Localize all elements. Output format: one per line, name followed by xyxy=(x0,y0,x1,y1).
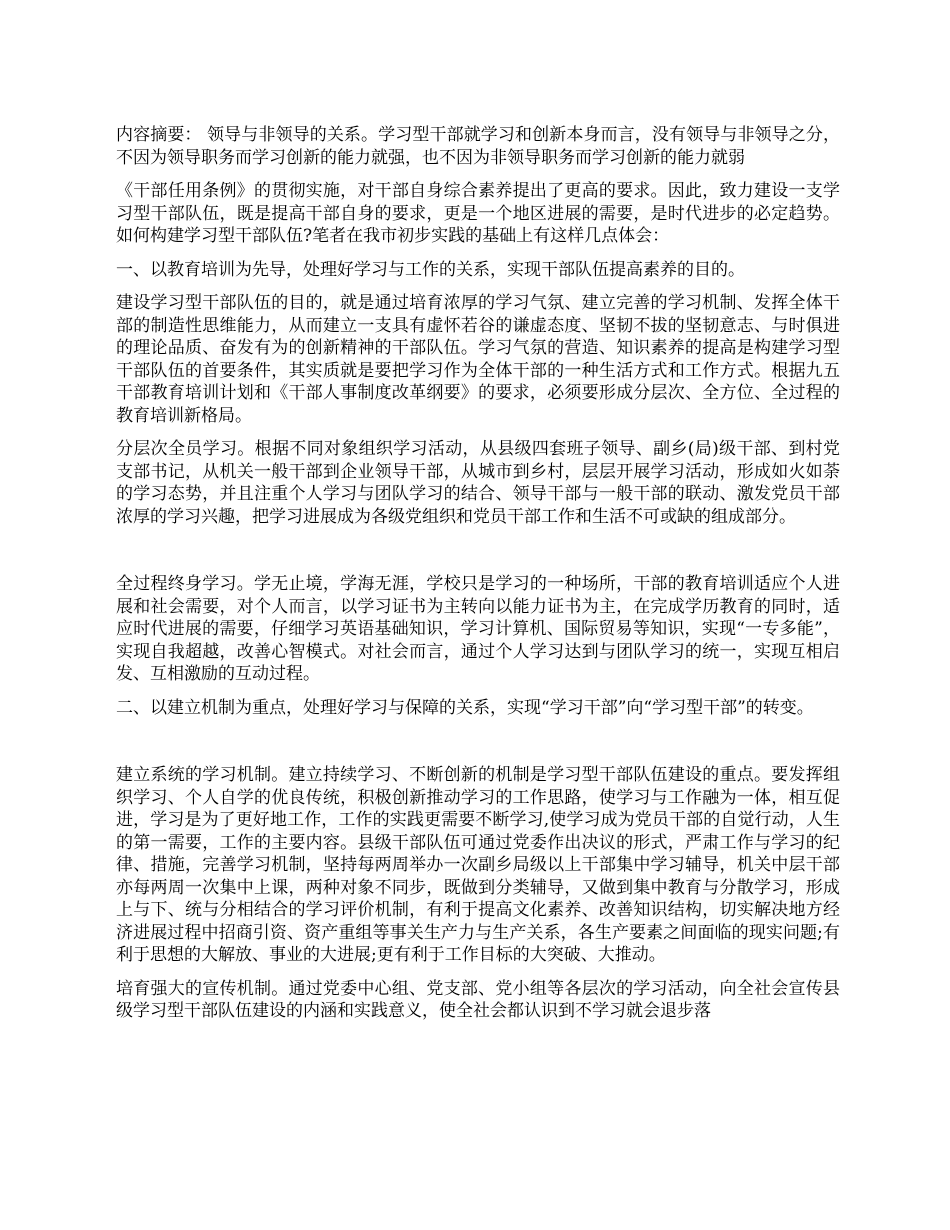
body-paragraph: 培育强大的宣传机制。通过党委中心组、党支部、党小组等各层次的学习活动，向全社会宣传县级学习型干部队伍建设的内涵和实践意义，使全社会都认识到不学习就会退步落 xyxy=(116,978,840,1021)
intro-paragraph: 《干部任用条例》的贯彻实施，对干部自身综合素养提出了更高的要求。因此，致力建设一支学习型干部队伍，既是提高干部自身的要求，更是一个地区进展的需要，是时代进步的必定趋势。如何构建学习型干部队伍?笔者在我市初步实践的基础上有这样几点体会： xyxy=(116,181,840,246)
body-paragraph: 全过程终身学习。学无止境，学海无涯，学校只是学习的一种场所，干部的教育培训适应个人进展和社会需要，对个人而言，以学习证书为主转向以能力证书为主，在完成学历教育的同时，适应时代进展的需要，仔细学习英语基础知识，学习计算机、国际贸易等知识，实现“一专多能”，实现自我超越，改善心智模式。对社会而言，通过个人学习达到与团队学习的统一，实现互相启发、互相激励的互动过程。 xyxy=(116,574,840,684)
body-paragraph: 建立系统的学习机制。建立持续学习、不断创新的机制是学习型干部队伍建设的重点。要发挥组织学习、个人自学的优良传统，积极创新推动学习的工作思路，使学习与工作融为一体，相互促进，学习是为了更好地工作，工作的实践更需要不断学习,使学习成为党员干部的自觉行动，人生的第一需要，工作的主要内容。县级干部队伍可通过党委作出决议的形式，严肃工作与学习的纪律、措施，完善学习机制，坚持每两周举办一次副乡局级以上干部集中学习辅导，机关中层干部亦每两周一次集中上课，两种对象不同步，既做到分类辅导，又做到集中教育与分散学习，形成上与下、统与分相结合的学习评价机制，有利于提高文化素养、改善知识结构，切实解决地方经济进展过程中招商引资、资产重组等事关生产力与生产关系，各生产要素之间面临的现实问题;有利于思想的大解放、事业的大进展;更有利于工作目标的大突破、大推动。 xyxy=(116,765,840,965)
section-heading-2: 二、以建立机制为重点，处理好学习与保障的关系，实现“学习干部”向“学习型干部”的转变。 xyxy=(116,697,814,718)
body-paragraph: 分层次全员学习。根据不同对象组织学习活动，从县级四套班子领导、副乡(局)级干部、到村党支部书记，从机关一般干部到企业领导干部，从城市到乡村，层层开展学习活动，形成如火如荼的学习态势，并且注重个人学习与团队学习的结合、领导干部与一般干部的联动、激发党员干部浓厚的学习兴趣，把学习进展成为各级党组织和党员干部工作和生活不可或缺的组成部分。 xyxy=(116,439,840,527)
document-body xyxy=(116,124,840,1034)
body-paragraph: 建设学习型干部队伍的目的，就是通过培育浓厚的学习气氛、建立完善的学习机制、发挥全体干部的制造性思维能力，从而建立一支具有虚怀若谷的谦虚态度、坚韧不拔的坚韧意志、与时俱进的理论品质、奋发有为的创新精神的干部队伍。学习气氛的营造、知识素养的提高是构建学习型干部队伍的首要条件，其实质就是要把学习作为全体干部的一种生活方式和工作方式。根据九五干部教育培训计划和《干部人事制度改革纲要》的要求，必须要形成分层次、全方位、全过程的教育培训新格局。 xyxy=(116,293,840,426)
abstract-paragraph: 内容摘要： 领导与非领导的关系。学习型干部就学习和创新本身而言，没有领导与非领导之分，不因为领导职务而学习创新的能力就强，也不因为非领导职务而学习创新的能力就弱 xyxy=(116,125,840,168)
section-heading-1: 一、以教育培训为先导，处理好学习与工作的关系，实现干部队伍提高素养的目的。 xyxy=(116,259,745,280)
